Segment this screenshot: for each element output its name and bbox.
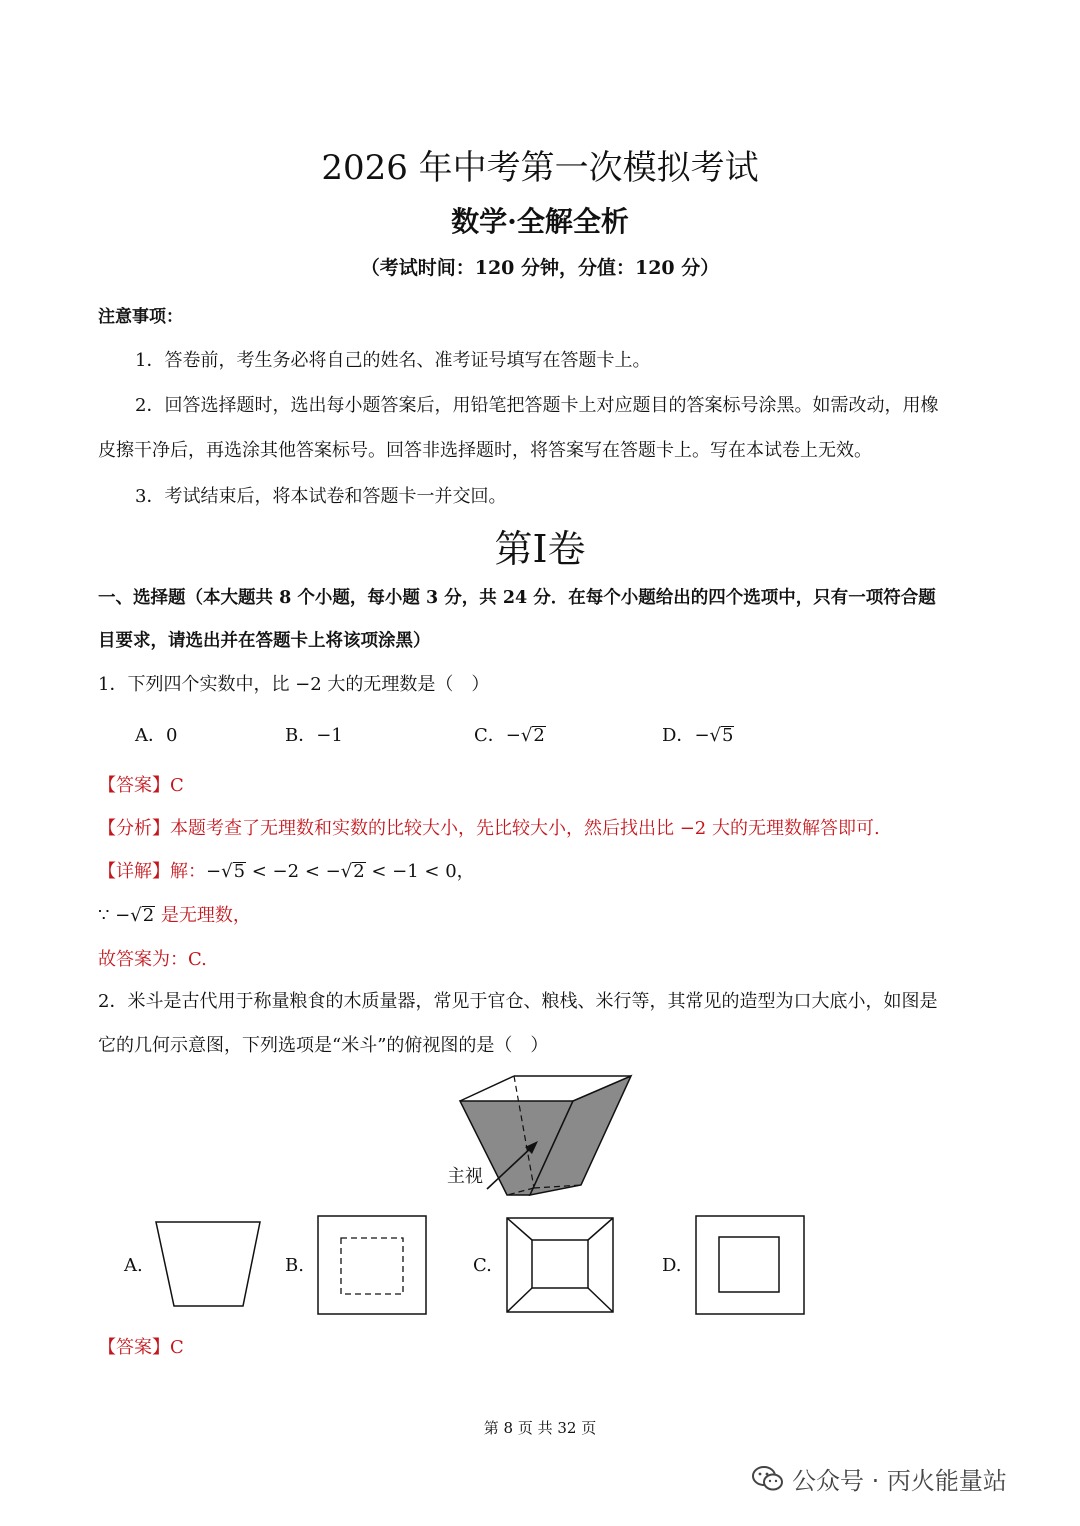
q2-option-a-label: A.	[124, 1255, 143, 1276]
q1-detail	[98, 857, 475, 883]
q1-because-radicand: 2	[142, 905, 155, 926]
q1-because-rest: 是无理数，	[155, 905, 251, 926]
q1-answer	[98, 771, 184, 797]
note-item-1: 1．答卷前，考生务必将自己的姓名、准考证号填写在答题卡上。	[135, 350, 651, 371]
volume-title: 第I卷	[494, 527, 586, 571]
q1-option-b-value: −1	[316, 725, 343, 746]
q1-analysis	[98, 814, 880, 840]
q1-option-c-radicand: 2	[533, 725, 545, 746]
wechat-icon	[752, 1465, 784, 1499]
q1-option-c-label: C．	[474, 725, 506, 746]
q1-option-b-label: B．	[285, 725, 317, 746]
q1-detail-math: −√5 < −2 < −√2 < −1 < 0，	[206, 861, 475, 882]
page-title: 2026 年中考第一次模拟考试	[321, 148, 759, 188]
q1-because-symbol: ∵ −	[98, 905, 131, 926]
q1-detail-math-c: < −1 < 0，	[365, 861, 475, 882]
q2-option-d-label: D.	[662, 1255, 682, 1276]
q2-stem-line-1: 2．米斗是古代用于称量粮食的木质量器，常见于官仓、粮栈、米行等，其常见的造型为口大底小，如图是	[98, 991, 938, 1012]
q1-because-math: ∵ −√2	[98, 905, 155, 926]
q1-analysis-text: 本题考查了无理数和实数的比较大小，先比较大小，然后找出比 −2 大的无理数解答即可.	[170, 818, 880, 839]
q1-option-d-label: D．	[662, 725, 695, 746]
q1-analysis-tag: 【分析】	[98, 818, 170, 839]
q2-option-d-figure	[694, 1214, 806, 1316]
notes-heading: 注意事项：	[98, 307, 183, 327]
q1-option-c-prefix: −	[505, 725, 521, 746]
q1-option-a-label: A．	[135, 725, 166, 746]
figure-label-front-view: 主视	[447, 1166, 483, 1187]
q2-stem-line-2: 它的几何示意图，下列选项是“米斗”的俯视图的是（ ）	[98, 1035, 549, 1056]
page-footer: 第 8 页 共 32 页	[483, 1419, 597, 1437]
q2-option-c-figure	[505, 1216, 615, 1314]
q2-answer	[98, 1333, 184, 1359]
section-heading-line-1: 一、选择题（本大题共 8 个小题，每小题 3 分，共 24 分．在每个小题给出的四个选项中，只有一项符合题	[98, 588, 936, 608]
exam-info: （考试时间：120 分钟，分值：120 分）	[360, 257, 720, 279]
q1-detail-radicand-b: 2	[353, 861, 365, 882]
q1-option-d: D．−√5	[662, 725, 734, 746]
note-item-2-line-1: 2．回答选择题时，选出每小题答案后，用铅笔把答题卡上对应题目的答案标号涂黑。如需改动，用橡	[135, 395, 939, 416]
q1-option-a	[135, 721, 177, 747]
q1-detail-math-b: < −2 < −	[246, 861, 341, 882]
q2-option-b-label: B.	[285, 1255, 304, 1276]
q1-option-d-radicand: 5	[722, 725, 734, 746]
q1-option-b	[285, 721, 343, 747]
q1-option-c: C．−√2	[474, 725, 545, 746]
q1-detail-math-a: −	[206, 861, 222, 882]
q1-conclusion: 故答案为：C.	[98, 949, 207, 970]
q1-answer-value: C	[170, 775, 184, 796]
q2-option-c-label: C.	[473, 1255, 492, 1276]
watermark	[752, 1461, 1007, 1499]
q1-answer-tag: 【答案】	[98, 775, 170, 796]
q1-detail-tag: 【详解】	[98, 861, 170, 882]
watermark-text: 公众号 · 丙火能量站	[792, 1467, 1007, 1495]
q1-because	[98, 901, 251, 927]
q1-detail-radicand-a: 5	[233, 861, 246, 882]
q1-stem: 1．下列四个实数中，比 −2 大的无理数是（ ）	[98, 674, 490, 695]
q1-option-a-value: 0	[166, 725, 178, 746]
q1-detail-prefix: 解：	[170, 861, 206, 882]
q2-option-a-figure	[150, 1218, 265, 1310]
q2-answer-tag: 【答案】	[98, 1337, 170, 1358]
note-item-2-line-2: 皮擦干净后，再选涂其他答案标号。回答非选择题时，将答案写在答题卡上。写在本试卷上无效。	[98, 440, 872, 461]
page-subtitle: 数学·全解全析	[451, 205, 629, 238]
note-item-3: 3．考试结束后，将本试卷和答题卡一并交回。	[135, 486, 507, 507]
section-heading-line-2: 目要求，请选出并在答题卡上将该项涂黑）	[98, 631, 431, 651]
q2-option-b-figure	[316, 1214, 428, 1316]
q1-option-d-prefix: −	[694, 725, 710, 746]
q2-answer-value: C	[170, 1337, 184, 1358]
